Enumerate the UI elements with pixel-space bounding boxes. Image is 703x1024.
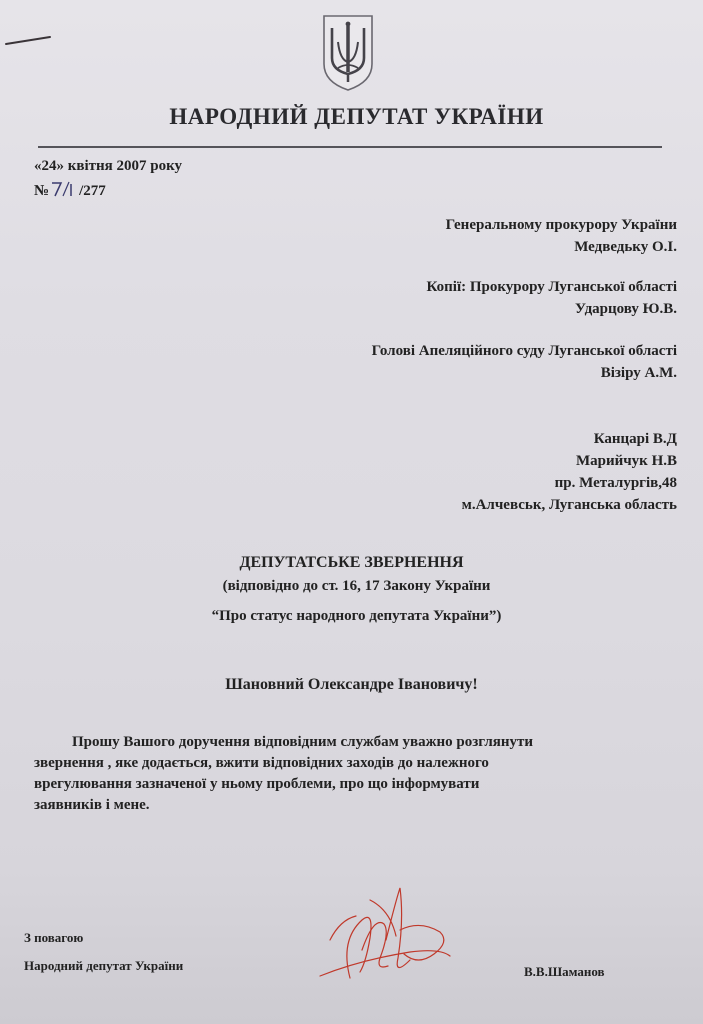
copy-prosecutor-position: Копії: Прокурору Луганської області <box>426 279 677 295</box>
applicant-city: м.Алчевськ, Луганська область <box>461 497 677 513</box>
addressee-copy-court <box>372 340 677 384</box>
document-subtitle-line2: “Про статус народного депутата України”) <box>211 608 502 624</box>
document-subtitle-line1: (відповідно до ст. 16, 17 Закону України <box>222 578 491 594</box>
body-line: заявників і мене. <box>34 797 150 813</box>
addressee-main-name: Медведьку О.І. <box>574 239 677 255</box>
document-title: ДЕПУТАТСЬКЕ ЗВЕРНЕННЯ <box>239 554 464 571</box>
salutation: Шановний Олександре Івановичу! <box>225 676 478 693</box>
addressee-main <box>446 214 677 258</box>
body-line: звернення , яке додається, вжити відповідних заходів до належного <box>34 755 489 771</box>
document-number <box>34 180 106 200</box>
letterhead-divider <box>38 146 662 148</box>
copy-court-name: Візіру А.М. <box>600 365 677 381</box>
closing-phrase: З повагою <box>24 930 84 945</box>
number-suffix: /277 <box>79 183 106 199</box>
document-date: «24» квітня 2007 року <box>34 158 183 174</box>
copy-prosecutor-name: Ударцову Ю.В. <box>575 301 677 317</box>
applicant-street: пр. Металургів,48 <box>554 475 677 491</box>
handwritten-number <box>49 180 79 198</box>
applicant-1: Канцарі В.Д <box>593 431 677 447</box>
signatory-position: Народний депутат України <box>24 958 184 973</box>
tryzub-emblem-icon <box>318 12 378 92</box>
letterhead-title: НАРОДНИЙ ДЕПУТАТ УКРАЇНИ <box>169 104 544 129</box>
addressee-copy-prosecutor <box>427 276 677 320</box>
letter-body <box>34 732 659 816</box>
number-prefix: № <box>34 183 50 199</box>
copy-court-position: Голові Апеляційного суду Луганської області <box>371 343 677 359</box>
pen-stroke-mark <box>4 34 52 48</box>
signatory-name: В.В.Шаманов <box>524 964 605 979</box>
applicants-block <box>462 428 677 516</box>
addressee-main-position: Генеральному прокурору України <box>445 217 677 233</box>
applicant-2: Марийчук Н.В <box>575 453 677 469</box>
body-line: врегулювання зазначеної у ньому проблеми, про що інформувати <box>34 776 480 792</box>
body-line: Прошу Вашого доручення відповідним службам уважно розглянути <box>72 734 534 750</box>
handwritten-signature <box>300 880 460 990</box>
